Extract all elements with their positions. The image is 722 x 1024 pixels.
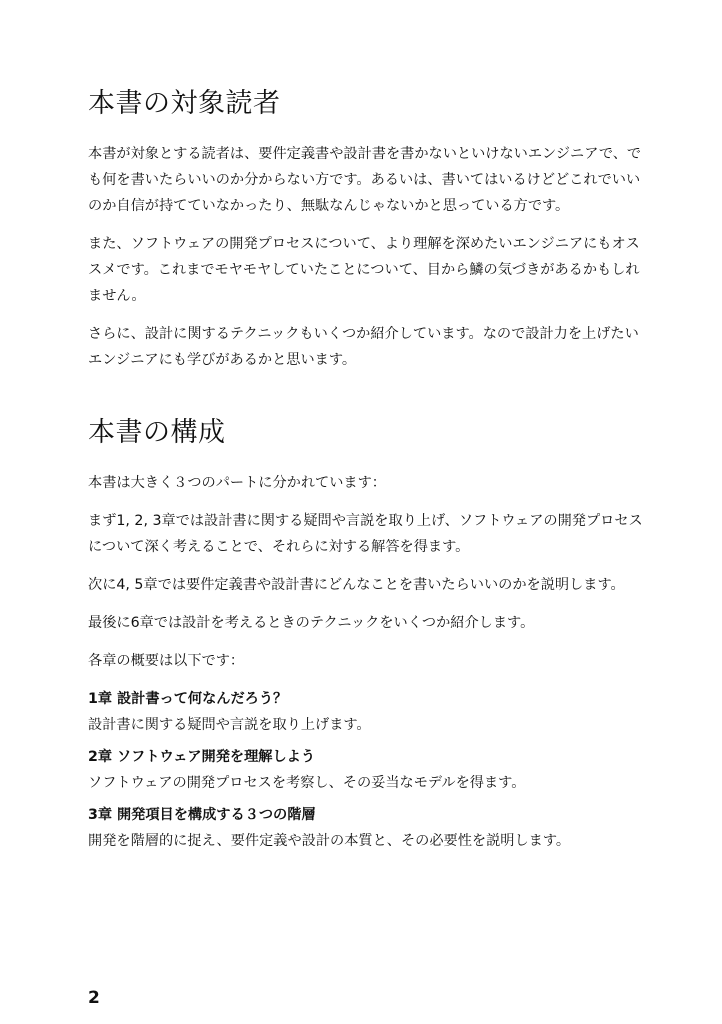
chapter-title: 1章 設計書って何なんだろう？ bbox=[88, 691, 288, 707]
paragraph: 次に4, 5章では要件定義書や設計書にどんなことを書いたらいいのかを説明します。 bbox=[88, 577, 625, 593]
chapter-title: 2章 ソフトウェア開発を理解しよう bbox=[88, 749, 316, 765]
section-heading-structure: 本書の構成 bbox=[88, 417, 226, 448]
paragraph: 本書は大きく３つのパートに分かれています： bbox=[88, 475, 386, 491]
page-content bbox=[88, 84, 648, 860]
paragraph: 最後に6章では設計を考えるときのテクニックをいくつか紹介します。 bbox=[88, 615, 535, 631]
paragraph: また、ソフトウェアの開発プロセスについて、より理解を深めたいエンジニアにもオススメです。これまでモヤモヤしていたことについて、目から鱗の気づきがあるかもしれません。 bbox=[88, 236, 640, 304]
paragraph: 本書が対象とする読者は、要件定義書や設計書を書かないといけないエンジニアで、でも何を書いたらいいのか分からない方です。あるいは、書いてはいるけどどこれでいいのか自信が持てていなかったり、無駄なんじゃないかと思っている方です。 bbox=[88, 146, 642, 214]
chapter-description: ソフトウェアの開発プロセスを考察し、その妥当なモデルを得ます。 bbox=[88, 775, 526, 791]
chapter-summary-3 bbox=[88, 802, 648, 854]
section-heading-target-readers: 本書の対象読者 bbox=[88, 88, 281, 119]
chapter-description: 開発を階層的に捉え、要件定義や設計の本質と、その必要性を説明します。 bbox=[88, 833, 571, 849]
chapter-summary-2 bbox=[88, 744, 648, 796]
paragraph: まず1, 2, 3章では設計書に関する疑問や言説を取り上げ、ソフトウェアの開発プロセスについて深く考えることで、それらに対する解答を得ます。 bbox=[88, 513, 643, 555]
chapter-summary-1 bbox=[88, 686, 648, 738]
chapter-description: 設計書に関する疑問や言説を取り上げます。 bbox=[88, 717, 371, 733]
paragraph: さらに、設計に関するテクニックもいくつか紹介しています。なので設計力を上げたいエンジニアにも学びがあるかと思います。 bbox=[88, 326, 639, 368]
page-number: 2 bbox=[88, 988, 100, 1008]
chapter-title: 3章 開発項目を構成する３つの階層 bbox=[88, 807, 316, 823]
paragraph: 各章の概要は以下です： bbox=[88, 653, 245, 669]
